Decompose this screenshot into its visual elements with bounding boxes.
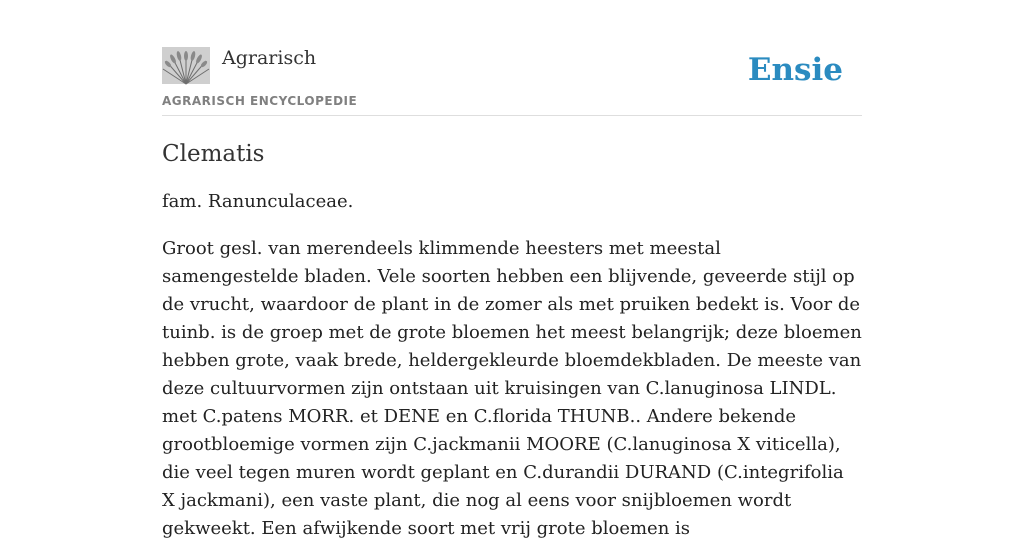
site-header bbox=[162, 44, 862, 116]
article-family: fam. Ranunculaceae. bbox=[162, 191, 354, 212]
article-body: Groot gesl. van merendeels klimmende heesters met meestal samengestelde bladen. Vele soorten hebben een blijvende, geveerde stijl op de vrucht, waardoor de plant in de zomer als met pruiken bedekt is. Voor de tuinb. is de groep met de grote bloemen het meest belangrijk; deze bloemen hebben grote, vaak brede, heldergekleurde bloemdekbladen. De meeste van deze cultuurvormen zijn ontstaan uit kruisingen van C.lanuginosa LINDL. met C.patens MORR. et DENE en C.florida THUNB.. Andere bekende grootbloemige vormen zijn C.jackmanii MOORE (C.lanuginosa X viticella), die veel tegen muren wordt geplant en C.durandii DURAND (C.integrifolia X jackmani), een vaste plant, die nog al eens voor snijbloemen wordt gekweekt. Een afwijkende soort met vrij grote bloemen is bbox=[162, 238, 862, 539]
site-subtitle: AGRARISCH ENCYCLOPEDIE bbox=[162, 94, 358, 108]
article bbox=[162, 138, 862, 543]
wheat-image-icon[interactable] bbox=[162, 47, 210, 84]
article-title: Clematis bbox=[162, 141, 265, 167]
ensie-logo-link[interactable]: Ensie bbox=[747, 52, 843, 88]
site-name[interactable]: Agrarisch bbox=[222, 47, 317, 69]
